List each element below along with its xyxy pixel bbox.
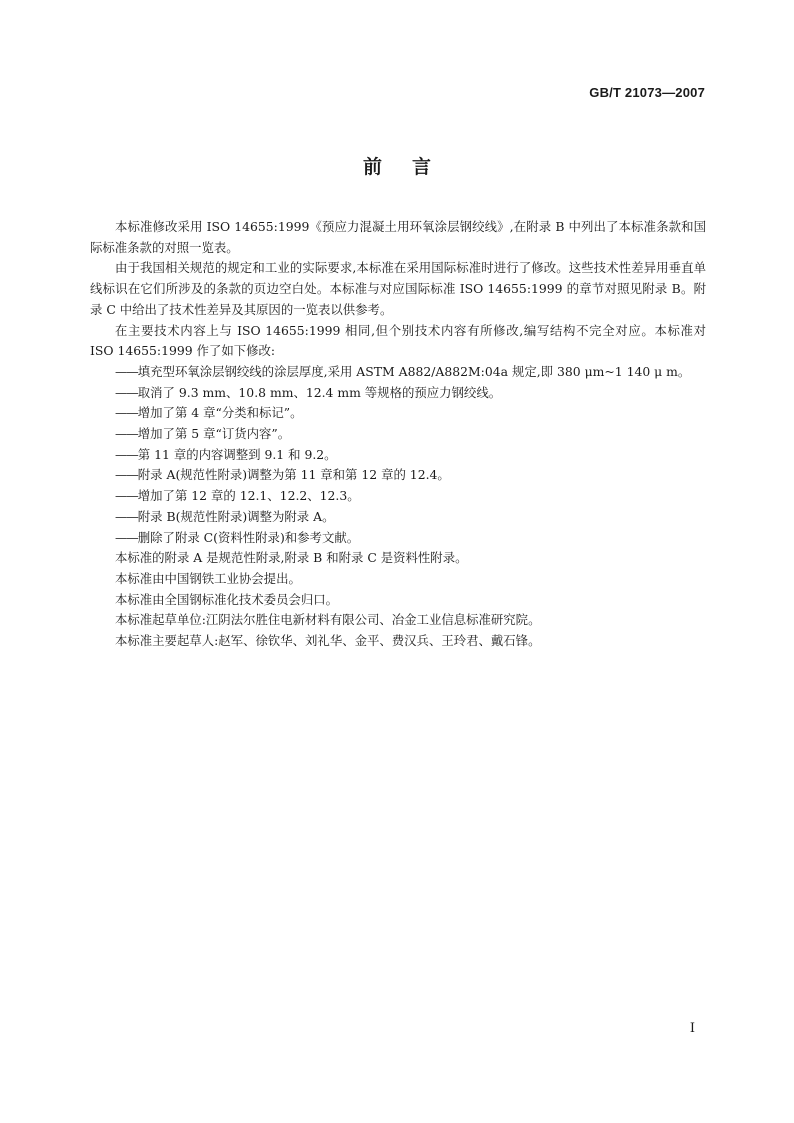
- paragraph-3: 在主要技术内容上与 ISO 14655:1999 相同,但个别技术内容有所修改,编写结构不完全对应。本标准对 ISO 14655:1999 作了如下修改:: [90, 322, 706, 359]
- dash-mark: ——: [115, 529, 138, 545]
- closing-paragraph: 本标准的附录 A 是规范性附录,附录 B 和附录 C 是资料性附录。: [115, 550, 468, 566]
- modification-text: 取消了 9.3 mm、10.8 mm、12.4 mm 等规格的预应力钢绞线。: [137, 384, 502, 400]
- modification-item: [90, 465, 706, 486]
- modification-text: 增加了第 4 章“分类和标记”。: [137, 405, 303, 421]
- dash-mark: ——: [115, 488, 138, 504]
- dash-mark: ——: [115, 405, 138, 421]
- closing-paragraph: 本标准由全国钢标准化技术委员会归口。: [115, 591, 339, 607]
- modification-text: 第 11 章的内容调整到 9.1 和 9.2。: [137, 446, 337, 462]
- modification-item: [90, 507, 706, 528]
- closing-paragraph: 本标准主要起草人:赵军、徐钦华、刘礼华、金平、费汉兵、王玲君、戴石锋。: [115, 633, 541, 649]
- closing-paragraph: 本标准由中国钢铁工业协会提出。: [115, 570, 301, 586]
- modification-item: [90, 403, 706, 424]
- dash-mark: ——: [115, 446, 138, 462]
- modification-item: [90, 528, 706, 549]
- modification-item: [90, 383, 706, 404]
- closing-paragraph: 本标准起草单位:江阴法尔胜住电新材料有限公司、冶金工业信息标准研究院。: [115, 612, 541, 628]
- paragraph-1: 本标准修改采用 ISO 14655:1999《预应力混凝土用环氧涂层钢绞线》,在附录 B 中列出了本标准条款和国际标准条款的对照一览表。: [90, 219, 706, 255]
- standard-number: GB/T 21073—2007: [589, 85, 705, 100]
- modification-item: [90, 362, 706, 383]
- modification-item: [90, 424, 706, 445]
- dash-mark: ——: [115, 426, 138, 442]
- modification-text: 删除了附录 C(资料性附录)和参考文献。: [137, 529, 360, 545]
- modification-item: [90, 445, 706, 466]
- dash-mark: ——: [115, 384, 138, 400]
- foreword-body: [90, 217, 706, 652]
- modification-text: 填充型环氧涂层钢绞线的涂层厚度,采用 ASTM A882/A882M:04a 规定,即 380 μm~1 140 μ m。: [137, 363, 691, 379]
- modification-text: 附录 B(规范性附录)调整为附录 A。: [137, 508, 335, 524]
- dash-mark: ——: [115, 508, 138, 524]
- modification-text: 增加了第 12 章的 12.1、12.2、12.3。: [137, 488, 360, 504]
- dash-mark: ——: [115, 467, 138, 483]
- dash-mark: ——: [115, 363, 138, 379]
- page-number: I: [689, 1021, 695, 1036]
- modification-text: 增加了第 5 章“订货内容”。: [137, 426, 291, 442]
- modification-text: 附录 A(规范性附录)调整为第 11 章和第 12 章的 12.4。: [137, 467, 450, 483]
- modification-item: [90, 486, 706, 507]
- page-title: 前言: [362, 156, 461, 178]
- paragraph-2: 由于我国相关规范的规定和工业的实际要求,本标准在采用国际标准时进行了修改。这些技术性差异用垂直单线标识在它们所涉及的条款的页边空白处。本标准与对应国际标准 ISO 14655:1999 的章节对照见附录 B。附录 C 中给出了技术性差异及其原因的一览表以供参考。: [90, 260, 706, 317]
